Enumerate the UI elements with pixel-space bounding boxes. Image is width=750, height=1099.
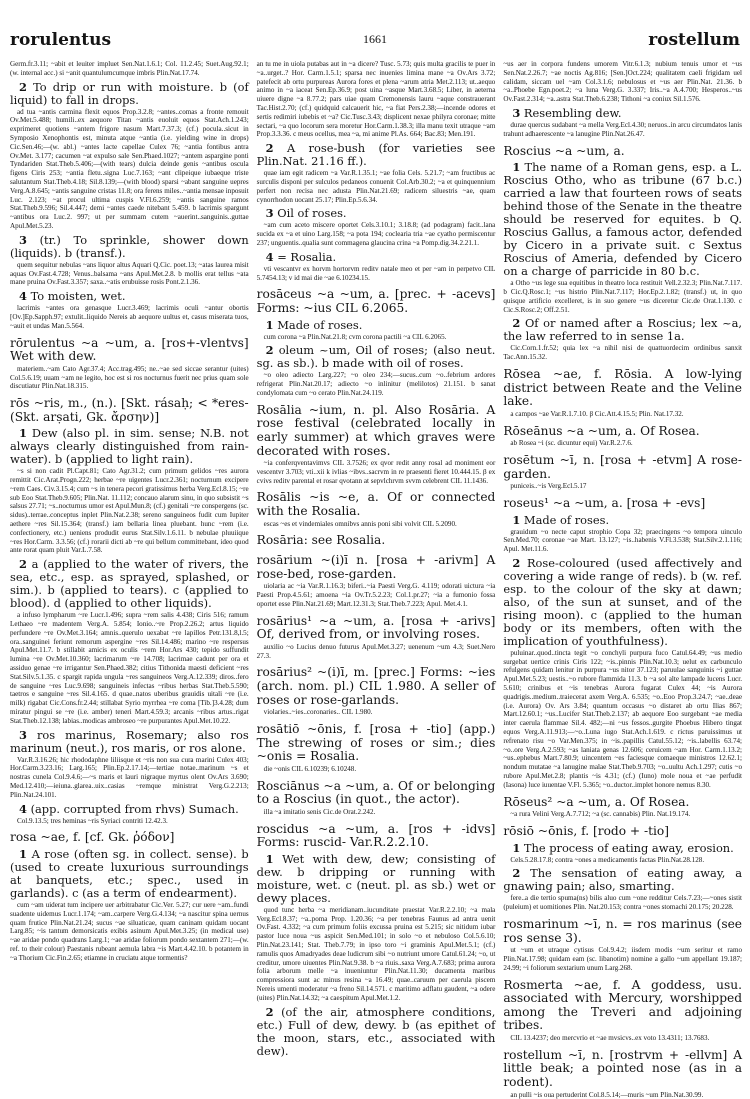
sense-number: 2 <box>265 343 274 358</box>
sense-text: The sensation of eating away, a gnawing pain; also, smarting. <box>503 866 743 894</box>
citations: ~a rura Velini Verg.A.7.712; ~a (sc. cannabis) Plin. Nat.19.174. <box>510 810 691 819</box>
sense-number: 3 <box>19 727 27 742</box>
citations: quae iam egit radicem ~a Var.R.1.35.1; ~ae folia Cels. 5.21.7; ~am fructibus ac surculis disponi per sulculos pedaneos conuenit Col.Arb.30.2; ~a et quinquennium perfert non recisa nec adusta Plin.Nat.21.69; radicem siluestris ~ae, quam cynorrhodon uocant 25.17; Plin.Ep.5.6.34. <box>256 169 496 204</box>
citations: Cic.Corn.1.fr.52; quia lex ~a nihil nisi de quattuordecim ordinibus sanxit Tac.Ann.15.32. <box>503 344 743 362</box>
entry-headword-line: Rosmerta ~ae, f. A goddess, usu. associated with Mercury, worshipped among the Treveri and adjoining tribes. <box>503 977 743 1033</box>
citations: ~s si non cadit Pl.Capt.81; Cato Agr.31.2; cum primum gelidos ~res aurora remittit Cic.Arat.Progn.222; herbae ~re uigentes Lucr.2.361; nocturnum excipere ~rem Caes. Civ.3.15.4; cum ~s in tenera pecori gratissimus herba Verg.Ecl.8.15; ~re sub Eoo Stat.Theb.9.605; Plin.Nat. 11.112; concauo alarum sinu, in quo subsistit ~s salsus 27.71; ~s..nocturnus umor est Apul.Mun.8; (cf.) genitali ~re conspergens (sc. sidus)..terrae..conceptus inplet Plin.Nat.2.38; sereno sanguineos fudit cum Iupiter aethere ~res Sil.15.364; (transf.) iam bellaria linea pluebant. hunc ~rem (i.e. confectionery, etc.) ueniens produdit eurus Stat.Silv.1.6.11. b nebulae pluuiique ~res Hor.Carm. 3.3.56; (cf.) rorarii dicti ab ~re qui bellum committebant, ideo quod ante rorat quam pluit Var.L.7.58. <box>10 467 249 555</box>
sense-text: Resembling dew. <box>523 105 622 120</box>
entry-headword-line: rōsiō ~ōnis, f. [rodo + -tio] <box>503 824 670 839</box>
sense-definition <box>257 344 496 370</box>
sense-definition <box>503 514 742 527</box>
sense-text: Oil of roses. <box>277 206 347 221</box>
sense-definition <box>257 251 496 264</box>
dictionary-entry <box>257 142 496 282</box>
sense-definition <box>10 290 249 303</box>
sense-definition <box>257 853 496 905</box>
entry-headword-line: rosētum ~ī, n. [rosa + -etvm] A rose-garden. <box>503 452 743 481</box>
continuation-text: ~us aer in corpora fundens umorem Vitr.6.1.3; nubium tenuis umor et ~us Sen.Nat.2.26.7; ~ae noctis Ag.816; [Sen.]Oct.224; qualitatem caeli frigidam uel calidam, siccam uel ~am Col.3.1.6; nebulosus et ~us aer Plin.Nat. 21.36. b ~a..Phoebe Egn.poet.2; ~a luna Verg.G. 3.337; Iris..~a A.4.700; Hesperos..~us Ov.Fast.2.314; ~a..astra Stat.Theb.6.238; Tithoni ~a coniux Sil.1.576. <box>503 60 743 104</box>
citations: ~o oleo adiecto Larg.227; ~o oleo 234;—sucus..cum ~o..febrium ardores refrigerat Plin.Nat.20.17; adiecto ~o inlinitur (melilotos) 21.151. b sanat condylomata cum ~o cerato Plin.Nat.24.119. <box>256 371 496 397</box>
citations: ad tua ~antis carmina flexit equos Prop.3.2.8; ~antes..comas a fronte remouit Ov.Met.5.488; humili..ex aequore Titan ~antis euoluit equos Stat.Ach.1.243; exprimeret quotiens ~antem frigore nasum Mart.7.37.3; (cf.) pocula..sicut in Symposio Xenophontis est, minuta atque ~antia (i.e. yielding wine in drops) Cic.Sen.46;—(w. abl.) ~antes lacte capellae Culex 76; ~antia fontibus antra Ov.Met. 3.177; cacumen ~at expulso sale Sen.Phaed.1027; ~antem aspargine ponti Tyndariden Stat.Theb.5.406;—(with tears) dulcia deinde genis ~antibus oscula figens Ciris 253; ~antia fletu..signa Luc.7.163; ~ant clipeique iubaeque triste salutantum Stat.Theb.4.18; Sil.8.139;—(with blood) sparsi ~abant sanguine uepres Verg.A.8.645; ~antis sanguine cristas 11.8; ora ferens miles..~antia mensae inposuit Luc. 2.123; ~at procul ultima cuspis V.Fl.6.259; ~antis sanguine ramos Stat.Theb.9.596; Sil.4.447; demi ~antes caede nitebant 5.459. b lacrimis spargunt ~antibus ora Luc.2. 997; ut per summam cutem ~auerint..sanguinis..guttae Apul.Met.5.23. <box>10 107 249 230</box>
entry-headword-line: rosa ~ae, f. [cf. Gk. ῥόδον] <box>10 830 175 845</box>
sense-number: 2 <box>19 557 27 572</box>
citations: cum ~am uiderat tum incipere uer arbitrabatur Cic.Ver. 5.27; cur uere ~am..fundi suadente uidemus Lucr.1.174; ~am..carpere Verg.G.4.134; ~a nascitur spina uernus quam frutice Plin.Nat.21.24; sucus ~ae siluaticae, quam caninam quidam uocant Larg.85; ~is tantum demorsicatis exibis asinum Apul.Met.3.25; (in medical use) ~ae aridae pondo quadrans Larg.1; ~ae aridae foliorum pondo sextantem 271;—(w. ref. to their colour) Paestanis rubeant aemula labra ~is Mart.4.42.10. b potantem in ~a Thorium Cic.Fin.2.65; etiamne in cruciatu atque tormentis? <box>10 901 249 962</box>
dictionary-entry <box>10 397 249 825</box>
sense-text: To moisten, wet. <box>30 289 126 304</box>
sense-number: 1 <box>512 512 521 527</box>
sense-number: 1 <box>265 851 274 866</box>
dictionary-entry <box>257 723 496 774</box>
sense-text: Wet with dew, dew; consisting of dew. b dripping or running with moisture, wet. c (neut. pl. as sb.) wet or dewy places. <box>256 851 496 905</box>
citations: auxilio ~o Lucius denuo futurus Apul.Met.3.27; uenenum ~um 4.3; Suet.Nero 27.3. <box>256 642 496 660</box>
sense-text: (app. corrupted from rhvs) Sumach. <box>30 801 239 816</box>
sense-definition <box>257 142 496 168</box>
dictionary-entry <box>503 368 742 419</box>
sense-text: Dew (also pl. in sim. sense; N.B. not always clearly distinguished from rain-water). b (applied to light rain). <box>10 426 249 467</box>
citations: a campos ~ae Var.R.1.7.10. β Cic.Att.4.15.5; Plin. Nat.17.32. <box>510 409 684 418</box>
sense-definition <box>10 729 249 755</box>
sense-definition <box>503 161 742 278</box>
citations: ~ia conferqventavimvs CIL 3.7526; ex qvor redit anny rosal ad moniment eor vescentvr 3.703; vti..xii k ivlias ~ibvs..sacrvm in re praesenti fieret 10.444.15. β ex cvivs reditv parental et rosar qvotann at sepvlchrvm svvm celebrent CIL 11.1436. <box>256 459 496 485</box>
sense-number: 1 <box>265 317 274 332</box>
citations: ut ~um et utraque cytisus Col.9.4.2; iisdem modis ~um seritur et ramo Plin.Nat.17.98; quidam eam (sc. libanotim) nomine a gallo ~um appellant 19.187; 24.99; ~i foliorum sextarium unum Larg.268. <box>503 946 743 972</box>
citations: an pulli ~is oua pertuderint Col.8.5.14;—muris ~um Plin.Nat.30.99. <box>510 1090 704 1099</box>
citations: vti vescantvr ex horvm hortorvm reditv natale meo et per ~am in perpetvo CIL 5.7454.13; v id mai die ~ae 6.10234.15. <box>256 264 496 282</box>
dictionary-entry <box>257 288 496 397</box>
dictionary-entry <box>10 831 249 962</box>
citations: ab Rosea ~i (sc. dicuntur equi) Var.R.2.7.6. <box>510 439 633 448</box>
dictionary-entry <box>503 145 742 362</box>
entry-headword-line: Rōsea ~ae, f. Rōsia. A low-lying district between Reate and the Veline lake. <box>503 366 743 409</box>
sense-text: = Rosalia. <box>277 249 337 264</box>
dictionary-entry <box>503 1049 742 1099</box>
entry-headword-line: Rōseus² ~a ~um, a. Of Rosea. <box>503 794 690 809</box>
dictionary-entry <box>257 491 496 528</box>
dictionary-entry <box>503 979 742 1043</box>
entry-headword-line: rōs ~ris, m., (n.). [Skt. rásaḥ; < *eres- (Skt. arṣati, Gk. ἄρσην)] <box>10 396 249 424</box>
citations: Col.9.13.5; tres heminas ~ris Syriaci contriti 12.42.3. <box>17 816 168 825</box>
column-3 <box>503 60 742 1099</box>
sense-definition <box>257 1006 496 1058</box>
sense-definition <box>503 317 742 343</box>
entry-headword-line: Rosālia ~ium, n. pl. Also Rosāria. A rose festival (celebrated locally in early summer) at which graves were decorated with roses. <box>256 402 496 458</box>
sense-definition <box>10 234 249 260</box>
sense-definition <box>10 848 249 900</box>
sense-text: A rose (often sg. in collect. sense). b (used to create luxurious surroundings at banquets, etc.; spec., used in garlands). c (as a term of endearment). <box>10 847 249 900</box>
column-1 <box>10 60 249 1099</box>
sense-text: The process of eating away, erosion. <box>523 840 734 855</box>
sense-definition <box>10 558 249 610</box>
entry-headword-line: rostellum ~ī, n. [rostrvm + -ellvm] A little beak; a pointed nose (as in a rodent). <box>503 1047 743 1089</box>
entry-headword-line: rosārium ~(i)ī n. [rosa + -arivm] A rose-bed, rose-garden. <box>256 553 496 581</box>
citations: a Otho ~us lege sua equitibus in theatro loca restituit Vell.2.32.3; Plin.Nat.7.117. b Cic.Q.Rosc.1; ~us histrio Plin.Nat.7.117; Hor.Ep.2.1.82; (transf.) ut, in quo quisque artificio excelleret, is in suo genere ~us diceretur Cic.de Orat.1.130. c Cic.S.Rosc.2; Off.2.51. <box>503 279 743 314</box>
sense-definition <box>503 107 742 120</box>
dictionary-entry <box>503 107 742 139</box>
entry-headword-line: rosārius² ~(i)ī, m. [prec.] Forms: ~ies (arch. nom. pl.) CIL 1.980. A seller of roses or rose-garlands. <box>256 665 496 707</box>
citations: illa ~a imitatio senis Cic.de Orat.2.242. <box>263 807 376 816</box>
entry-headword-line: rosātiō ~ōnis, f. [rosa + -tio] (app.) The strewing of roses or sim.; dies ~onis = Rosalia. <box>256 722 496 764</box>
sense-definition <box>503 867 742 893</box>
sense-text: Rose-coloured (used affectively and covering a wide range of reds). b (w. ref. esp. to the colour of the sky at dawn; also, of the sun at sunset, and of the rising moon). c (applied to the human body or its members, often with the implication of youthfulness). <box>503 555 743 648</box>
citations: Var.R.3.16.26; hic rhododaphne liliisque et ~ris non sua cura marini Culex 403; Hor.Carm.3.23.16; Larg.165; Plin.Ep.2.17.14;—tertiae notae..marinum ~s et nostras cunela Col.9.4.6;—~s maris et lauri nigraque myrtus olent Ov.Ars 3.690; Med.12.410;—ieiuna..glarea..uix..casias ~remque ministrat Verg.G.2.213; Plin.Nat.24.101. <box>10 755 249 799</box>
dictionary-entry <box>503 454 742 491</box>
dictionary-entry <box>503 918 742 973</box>
dictionary-entry <box>10 337 249 392</box>
sense-text: The name of a Roman gens, esp. a L. Roscius Otho, who as tribune (67 b.c.) carried a law that fourteen rows of seats behind those of the Senate in the theatre should be reserved for equites. b Q. Roscius Gallus, a famous actor, defended by Cicero in a private suit. c Sextus Roscius of Ameria, defended by Cicero on a charge of parricide in 80 b.c. <box>503 160 743 279</box>
sense-definition <box>10 81 249 107</box>
text-columns <box>10 60 742 1099</box>
sense-text: (tr.) To sprinkle, shower down (liquids). b (transf.). <box>10 232 249 260</box>
sense-text: Of or named after a Roscius; lex ~a, the law referred to in sense 1a. <box>503 316 743 344</box>
page-number: 1661 <box>363 32 387 46</box>
sense-text: Made of roses. <box>523 512 610 527</box>
citations: lacrimis ~antes ora genasque Lucr.3.469; lacrimis oculi ~antur obortis [Ov.]Ep.Sapph.97; extulit..liquido Nereis ab aequore uultus et, casus miserata tuos, ~auit et undas Man.5.564. <box>10 304 249 330</box>
entry-headword-line: rosāceus ~a ~um, a. [prec. + -acevs] Forms: ~ius CIL 6.2065. <box>256 287 496 315</box>
entry-headword-line: roscidus ~a ~um, a. [ros + -idvs] Forms: ruscid- Var.R.2.2.10. <box>256 821 496 850</box>
continuation-text: an tu me in uiola putabas aut in ~a dicere? Tusc. 5.73; quis multa gracilis te puer in ~a..urget..? Hor. Carm.1.5.1; sparsa nec inuenies limina mane ~a Ov.Ars 3.72; patefecit ab ortu purpureas Aurora fores et plena ~arum atria Met.2.113; ut..aequo animo in ~a iaceat Sen.Ep.36.9; post uina ~asque Mart.3.68.5; Liber, in aeterna uiuere digne ~a 8.77.2; pars uiae quam Cremonensis lauru ~aque constrauerant Tac.Hist.2.70; (cf.) quidquid calcauerit hic, ~a fiat Pers.2.38;—incende odores et sertis redimiri iubebis et ~a? Cic.Tusc.3.43; displicent nexae philyra coronae; mitte sectari, ~a quo locorum sera moretur Hor.Carm.1.38.3; illa manu texit utraque ~am Prop.3.3.36. c meus ocellus, mea ~a, mi anime Pl.As. 664; Bac.83; Men.191. <box>256 60 496 139</box>
citations: durae quercus sudabant ~a mella Verg.Ecl.4.30; neruos..in arcu circumdatos lanis trahunt adhaerescente ~a lanugine Plin.Nat.26.47. <box>503 120 743 138</box>
entry-headword-line: rosārius¹ ~a ~um, a. [rosa + -arivs] Of, derived from, or involving roses. <box>256 613 496 642</box>
dictionary-entry <box>257 554 496 609</box>
citations: materiem..~am Cato Agr.37.4; Acc.trag.495; ne..~ae sed siccae serantur (uites) Col.5.6.19; uuam ~am ne legito, hoc est si ros nocturnus fuerit nec prius quam sole discutiatur Plin.Nat.18.315. <box>10 364 249 391</box>
running-head <box>10 30 740 50</box>
sense-text: A rose-bush (for varieties see Plin.Nat. 21.16 ff.). <box>256 141 496 169</box>
citations: grauidum ~o necte caput strophio Copa 32; praecingens ~o tempora uinculo Sen.Med.70; coronae ~ae Mart. 13.127; ~is..habenis V.Fl.3.538; Stat.Silv.2.1.116; Apul. Met.11.6. <box>503 527 743 554</box>
entry-headword-line: Rosāria: see Rosalia. <box>256 533 386 548</box>
citations: CIL 13.4237; deo mercvrio et ~ae mvsicvs..ex voto 13.4311; 13.7683. <box>510 1033 710 1042</box>
sense-definition <box>10 803 249 816</box>
dictionary-entry <box>257 780 496 817</box>
dictionary-entry <box>257 666 496 717</box>
entry-headword-line: roseus¹ ~a ~um, a. [rosa + -evs] <box>503 495 706 510</box>
sense-number: 4 <box>19 289 27 304</box>
sense-text: a (applied to the water of rivers, the sea, etc., esp. as sprayed, splashed, or sim.). b (applied to tears). c (applied to blood). d (applied to other liquids). <box>10 557 249 611</box>
entry-headword-line: rōrulentus ~a ~um, a. [ros+-vlentvs] Wet with dew. <box>10 335 249 364</box>
continuation-text: Germ.fr.3.11; ~abit et leuiter impluet Sen.Nat.1.6.1; Col. 11.2.45; Suet.Aug.92.1; (w. internal acc.) si ~anit quantulumcumque imbris Plin.Nat.17.74. <box>10 60 249 77</box>
sense-number: 3 <box>19 232 27 247</box>
citations: quod tunc herba ~a meridianam..iucunditate praestat Var.R.2.2.10; ~a mala Verg.Ecl.8.37; ~a..poma Prop. 1.20.36; ~a per tenebras Faunus ad antra uenit Ov.Fast. 4.332; ~a cum primum foliis excussa pruina est 5.215; sic nitidum iubar pastor luce noua ~us aspicit Sen.Med.101; in solo ~o et nebuloso Col.5.6.10; Plin.Nat.23.141; Stat. Theb.7.79; in ipso toro ~i graminis Apul.Met.5.1; (cf.) ramulis quos Amadryades deae ludicrum sibi ~o nutriunt umore Catul.61.24; ~o, ut creditur, umore uiuentes Plin.Nat.9.38. b ~a riuis..saxa Verg.A.7.683; prima aurora folia arborum melle ~a inueniuntur Plin.Nat.11.30; ducamenta maribus compressiora sunt ac minus resina ~a 16.49; quae..caruum per caerula piscem Nereis umenti moderatur ~a freno Sil.14.571. c maritimo adflatu gaudent, ~a odere (uites) Plin.Nat.14.32; ~a caespitum Apul.Met.1.2. <box>256 905 496 1002</box>
sense-definition <box>257 207 496 220</box>
citations: fere..a die tertio spuma(ns) bilis aluo cum ~one redditur Cels.7.23;—~ones sistit (puleium) et uomitiones Plin. Nat.20.153; contra ~ones stomachi 20.175; 20.228. <box>503 894 743 912</box>
left-guide-word: rorulentus <box>10 30 112 50</box>
sense-definition <box>503 557 742 648</box>
sense-number: 4 <box>19 801 27 816</box>
sense-number: 4 <box>265 249 274 264</box>
sense-definition <box>503 842 742 855</box>
citations: Cels.5.28.17.8; contra ~ones a medicamentis factas Plin.Nat.28.128. <box>510 855 705 864</box>
dictionary-entry <box>503 825 742 912</box>
entry-headword-line: Roscius ~a ~um, a. <box>503 143 625 158</box>
dictionary-entry <box>503 425 742 448</box>
sense-number: 2 <box>265 1004 274 1019</box>
entry-headword-line: rosmarinum ~ī, n. = ros marinus (see ros sense 3). <box>503 917 743 945</box>
citations: cum corona ~a Plin.Nat.21.8; cvm corona pactili ~a CIL 6.2065. <box>263 332 447 341</box>
sense-number: 1 <box>512 840 521 855</box>
dictionary-entry <box>503 497 742 790</box>
citations: uiolaria ac ~ia Var.R.1.16.3; biferi..~ia Paesti Verg.G. 4.119; odorati uictura ~ia Paesti Prop.4.5.61; amoena ~ia Ov.Tr.5.2.23; Col.1.pr.27; ~ia a fumonio fossa oportet esse Plin.Nat.21.69; Mart.12.31.3; Stat.Theb.7.223; Apul. Met.4.1. <box>256 582 496 608</box>
sense-number: 3 <box>265 206 274 221</box>
dictionary-entry <box>257 534 496 548</box>
sense-number: 1 <box>19 847 27 861</box>
entry-headword-line: Rōseānus ~a ~um, a. Of Rosea. <box>503 423 700 438</box>
sense-number: 1 <box>512 160 521 175</box>
citations: die ~onis CIL 6.10239; 6.10248. <box>263 764 357 773</box>
citations: puniceis..~is Verg.Ecl.5.17 <box>510 482 587 491</box>
sense-text: To drip or run with moisture. b (of liquid) to fall in drops. <box>10 79 249 107</box>
entry-headword-line: Rosciānus ~a ~um, a. Of or belonging to a Roscius (in quot., the actor). <box>256 778 496 807</box>
sense-number: 2 <box>19 79 27 94</box>
dictionary-entry <box>10 81 249 331</box>
sense-text: Made of roses. <box>277 317 363 332</box>
sense-number: 2 <box>512 555 521 570</box>
dictionary-entry <box>503 796 742 819</box>
entry-headword-line: Rosālis ~is ~e, a. Of or connected with the Rosalia. <box>256 490 496 519</box>
citations: ~am cum aceto miscere oportet Cels.3.10.1; 3.18.8; (ad podagram) facit..lana sucida ex ~a et uino Larg.158; ~a pota 194; coclearia tria ~ae cyatho permiscentur 237; unguentis..qualia sunt commagena glaucina crina ~a Pomp.dig.34.2.21.1. <box>256 221 496 247</box>
column-2 <box>257 60 496 1099</box>
citations: quem sequitur nebulas ~ans liquor altus Aquari Q.Cic. poet.13; ~atas laurea misit aquas Ov.Fast.4.728; Venus..balsama ~ans Apul.Met.2.8. b mollis erat tellus ~ata mane pruina Ov.Fast.3.357; saxa..~atis erubuisse rosis Pont.2.1.36. <box>10 260 249 287</box>
sense-number: 2 <box>512 316 521 331</box>
sense-number: 1 <box>19 426 27 441</box>
sense-definition <box>257 319 496 332</box>
dictionary-entry <box>257 823 496 1058</box>
sense-definition <box>10 427 249 466</box>
citations: a infuso lympharum ~re Lucr.1.496; supra ~rem salis 4.438; Ciris 516; ramum Lethaeo ~re madentem Verg.A. 5.854; Ionio..~re Prop.2.26.2; artus liquido perfundere ~re Ov.Met.3.164; amnis..querulo uexabat ~re lapillos Petr.131.8,l.5; ora..sanguinei feriunt remorum aspergine ~res Sil.14.486; marino ~re respersus Apul.Met.11.7. b stillabit amicis ex oculis ~rem Hor.Ars 430; tepido suffundit lumina ~re Ov.Met.10.360; lacrimarum ~re 14.708; lacrimae cadunt per ora et assiduo genae ~re irrigantur Sen.Phaed.382; citius Tithonida maesti deficient ~res Stat.Silv.5.1.35. c spargit rapida ungula ~res sanguineos Verg.A.12.339; diros..fero de sanguine ~res Luc.9.698; sanguineis infectas ~ribus herbas Stat.Theb.5.590; taetros e sanguine ~res Sil.4.165. d quae..natos uberibus grauidis uitali ~re (i.e. milk) rigabat Cic.Cons.fr.2.44; stillabat Syrio myrrhea ~re coma [Tib.]3.4.28; dum miratur pingui se ~re (i.e. amber) teneri Mart.4.59.3; arcanis ~ribus artus..rigat Stat.Theb.12.138; labias..modicas ambroseo ~re purpurantes Apul.Met.10.22. <box>10 611 249 725</box>
sense-text: ros marinus, Rosemary; also ros marinum (neut.), ros maris, or ros alone. <box>10 727 249 755</box>
sense-text: oleum ~um, Oil of roses; (also neut. sg. as sb.). b made with oil of roses. <box>256 343 496 371</box>
sense-number: 2 <box>265 141 274 156</box>
dictionary-entry <box>257 404 496 486</box>
sense-number: 2 <box>512 866 521 881</box>
dictionary-entry <box>257 615 496 661</box>
sense-number: 3 <box>512 105 521 120</box>
citations: violaries..~ies..coronaries.. CIL 1.980. <box>263 708 373 717</box>
citations: puluinar..quod..tincta tegit ~o conchyli purpura fuco Catul.64.49; ~us medio surgebat uertice crinis Ciris 122; ~is..pinnis Plin.Nat.10.3; uelut ex carbunculo refulgens quidam lenitur in purpura ~us nitor 37.123; paruulae sanguinis ~i guttae Apul.Met.5.23; uestis..~o rubore flammida 11.3. b ~a sol alte lampade lucens Lucr. 5.610; crinibus et ~is tenebras Aurora fugarat Culex 44; ~is Aurora quadrigis..medium..traiecerat axem Verg.A. 6.535; ~o..Eoo Prop.3.24.7; ~ae..deae (i.e. Aurora) Ov. Ars 3.84; quantum occasus ~o distaret ab ortu Ilias 867; Mart.12.60.1; ~us..Lucifer Stat.Theb.2.137; ab aequore Eoo surgebant ~ae media inter caerula flammae Sil.4. 482;—ni ~us fessos..gurgite Phoebus Hibero tingat equos Verg.A.11.913;—~o..Luna iugo Stat.Ach.1.619. c rictus paruissimus ut refrenato risu ~o Var.Men.375; in ~is..papillis Catul.55.12; ~is..labellis 63.74; ~o..ore Verg.A.2.593; ~as laniata genas 12.606; ceruicem ~am Hor. Carm.1.13.2; ~us..ephebus Mart.7.80.9; uincentem ~es faciesque comaeque ministros 12.62.1; nondum mutatae ~a lanugine malae Stat.Theb.9.703; ~o..uultu Ach.1.297; cutis ~o rubore Apul.Met.2.8; plantis ~is 4.31; (cf.) (Iuno) mole noua et ~ae perfudit (Iasona) luce iuuentae V.Fl. 5.365; ~o..ductor..implet honore nemus 8.30. <box>503 648 743 789</box>
right-guide-word: rostellum <box>648 30 740 50</box>
citations: escas ~es et vindemiales omnibvs annis poni sibi volvit CIL 5.2090. <box>263 519 457 528</box>
sense-text: (of the air, atmosphere conditions, etc.) Full of dew, dewy. b (as epithet of the moon, stars, etc., associated with dew). <box>256 1004 496 1058</box>
